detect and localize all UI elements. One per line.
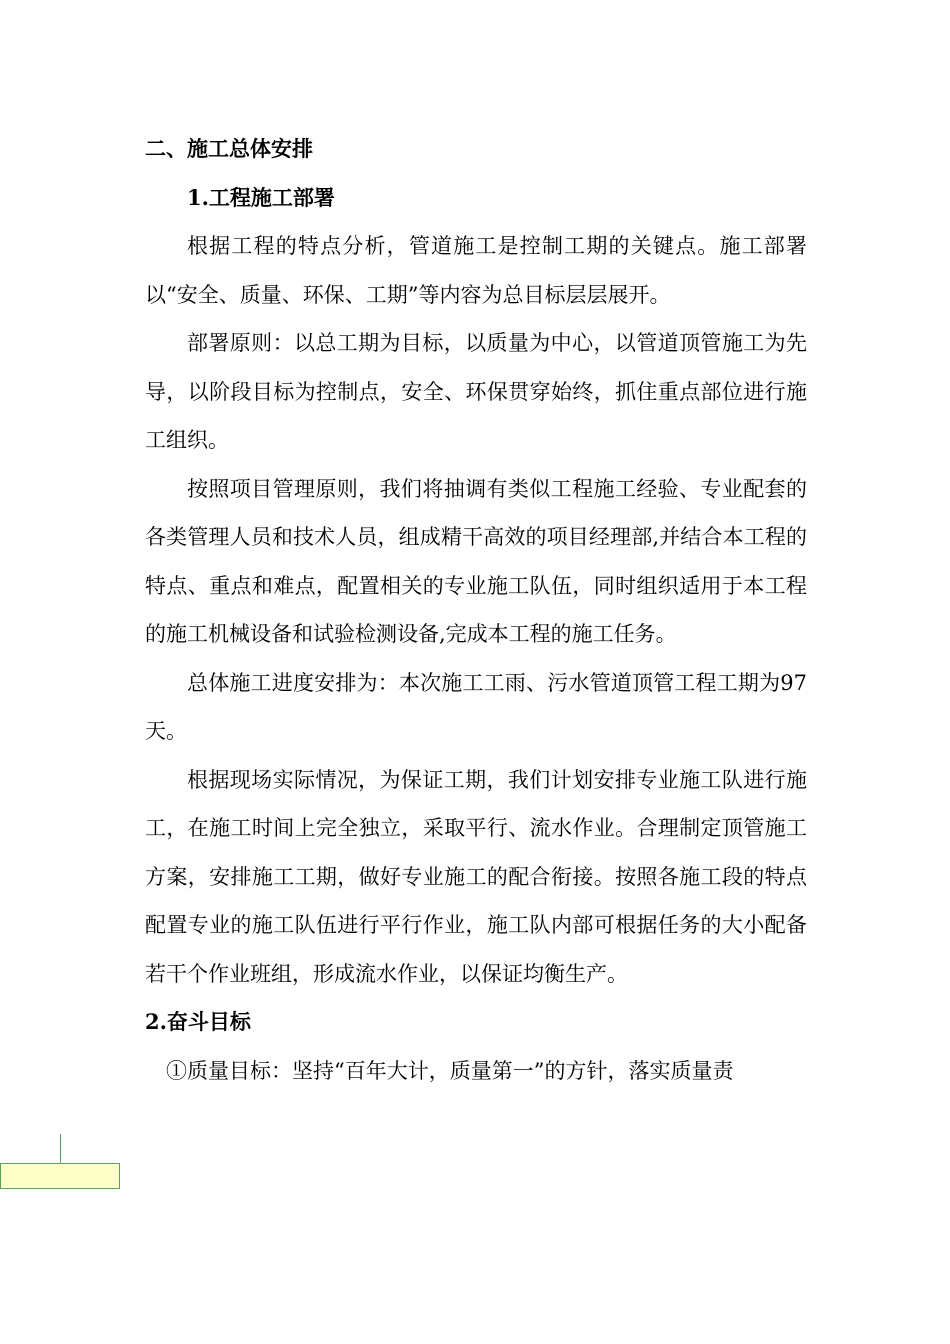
subsection-title-goals: 2.奋斗目标 [145,1009,251,1034]
paragraph: ①质量目标：坚持“百年大计，质量第一”的方针，落实质量责 [166,1058,734,1083]
document-body [145,125,807,1095]
paragraph: 根据现场实际情况，为保证工期，我们计划安排专业施工队进行施工，在施工时间上完全独立，采取平行、流水作业。合理制定顶管施工方案，安排施工工期，做好专业施工的配合衔接。按照各施工段的特点配置专业的施工队伍进行平行作业，施工队内部可根据任务的大小配备若干个作业班组，形成流水作业，以保证均衡生产。 [145,767,807,986]
section-title: 二、施工总体安排 [145,136,313,161]
comment-marker-box[interactable] [0,1163,120,1189]
paragraph: 总体施工进度安排为：本次施工工雨、污水管道顶管工程工期为97天。 [145,670,807,743]
comment-anchor-line [60,1134,61,1164]
paragraph: 根据工程的特点分析，管道施工是控制工期的关键点。施工部署以“安全、质量、环保、工期”等内容为总目标层层展开。 [145,234,807,307]
subsection-title-deployment: 1.工程施工部署 [187,184,335,210]
paragraph: 按照项目管理原则，我们将抽调有类似工程施工经验、专业配套的各类管理人员和技术人员，组成精干高效的项目经理部,并结合本工程的特点、重点和难点，配置相关的专业施工队伍，同时组织适用于本工程的施工机械设备和试验检测设备,完成本工程的施工任务。 [145,476,807,646]
paragraph: 部署原则：以总工期为目标，以质量为中心，以管道顶管施工为先导，以阶段目标为控制点，安全、环保贯穿始终，抓住重点部位进行施工组织。 [145,331,807,452]
